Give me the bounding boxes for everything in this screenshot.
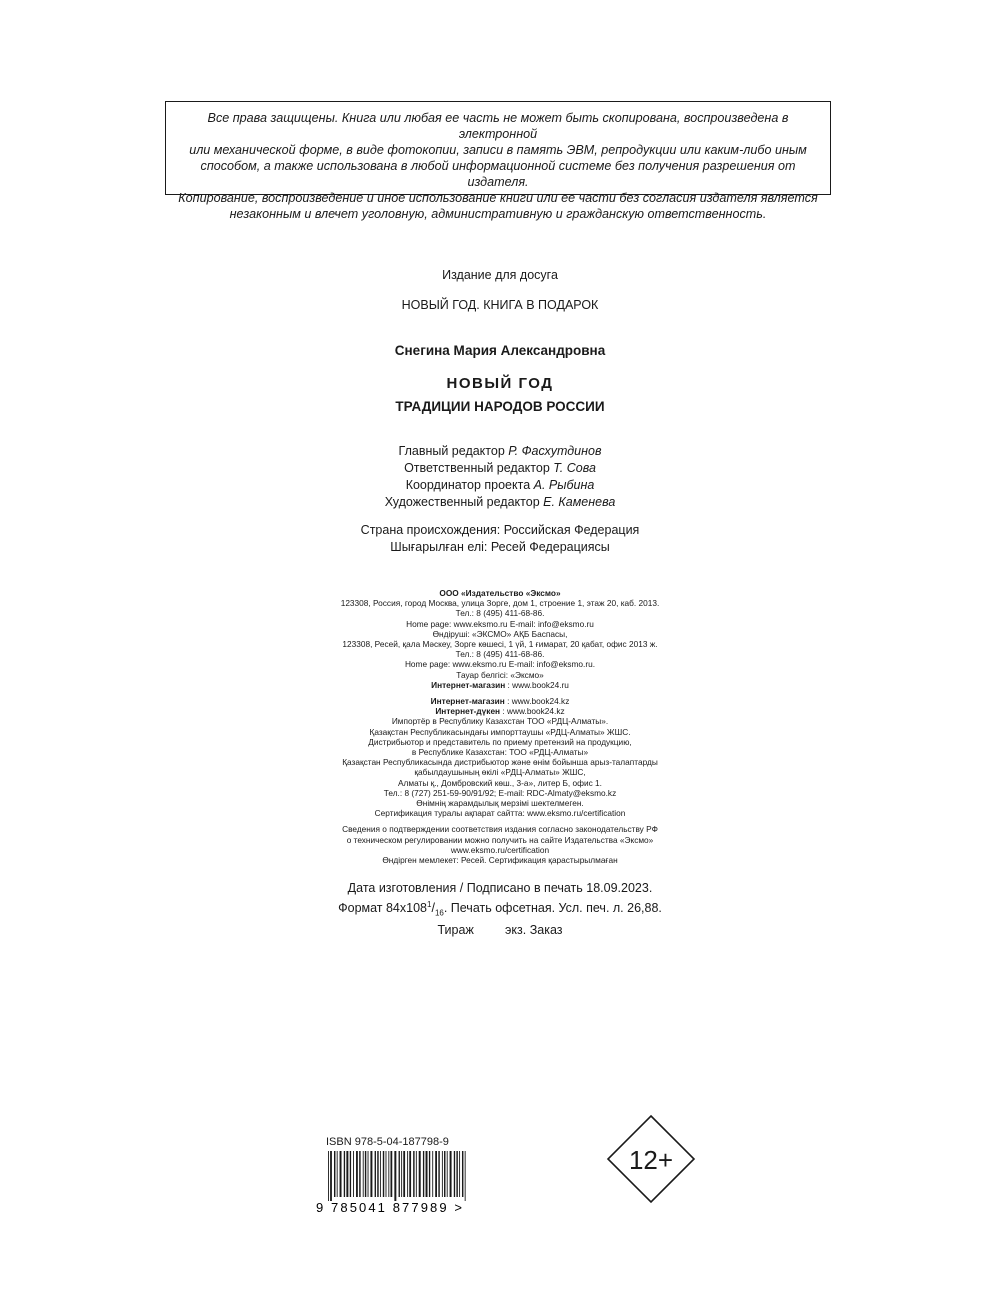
imprint-line: Тел.: 8 (495) 411-68-86.	[455, 608, 545, 619]
credit-person: Р. Фасхутдинов	[508, 444, 602, 458]
imprint-line: Алматы қ., Домбровский көш., 3-а», литер Б, офис 1.	[398, 777, 602, 788]
credit-role: Координатор проекта	[405, 478, 531, 492]
barcode-bar	[409, 1151, 411, 1197]
barcode-bar	[370, 1151, 372, 1197]
barcode-bar	[407, 1151, 408, 1197]
edition-genre: Издание для досуга	[442, 268, 558, 282]
format-denominator: 16	[434, 908, 444, 918]
barcode-bar	[399, 1151, 400, 1197]
barcode-bar	[454, 1151, 455, 1197]
imprint-line: Home page: www.eksmo.ru E-mail: info@eksmo.ru.	[404, 659, 596, 670]
print-date: Дата изготовления / Подписано в печать 18.09.2023.	[347, 881, 653, 895]
imprint-line: Тел.: 8 (727) 251-59-90/91/92; E-mail: RDC-Almaty@eksmo.kz	[383, 787, 617, 798]
imprint-line: в Республике Казахстан: ТОО «РДЦ-Алматы»	[411, 747, 589, 758]
barcode-bar	[401, 1151, 402, 1197]
imprint-line: Сведения о подтверждении соответствия издания согласно законодательству РФ	[342, 824, 658, 835]
shop-url: : www.book24.ru	[505, 679, 569, 690]
barcode-bar	[383, 1151, 384, 1197]
barcode-bar	[390, 1151, 392, 1197]
credit-line	[0, 460, 1000, 477]
barcode-bar	[419, 1151, 421, 1197]
book-title: НОВЫЙ ГОД	[446, 375, 554, 392]
barcode-bar	[350, 1151, 351, 1197]
barcode-bars	[328, 1151, 466, 1201]
barcode-bar	[346, 1151, 348, 1197]
editorial-credits	[0, 443, 1000, 511]
shop-label: Интернет-магазин	[431, 679, 506, 690]
copyright-notice	[165, 101, 831, 221]
imprint-line: о техническом регулировании можно получить на сайте Издательства «Эксмо»	[346, 834, 654, 845]
barcode-digits: 9 785041 877989 >	[316, 1200, 462, 1214]
barcode-bar	[462, 1151, 463, 1197]
barcode-bar	[380, 1151, 381, 1197]
series-name: НОВЫЙ ГОД. КНИГА В ПОДАРОК	[401, 298, 599, 312]
origin-ru: Страна происхождения: Российская Федерация	[360, 523, 640, 537]
barcode-bar	[344, 1151, 345, 1197]
barcode-bar	[442, 1151, 443, 1197]
notice-line: незаконным и влечет уголовную, административную и гражданскую ответственность.	[229, 207, 767, 221]
barcode-bar	[465, 1151, 466, 1201]
book-subtitle: ТРАДИЦИИ НАРОДОВ РОССИИ	[395, 399, 605, 414]
shop-url: : www.book24.kz	[500, 706, 565, 717]
notice-line: Копирование, воспроизведение и иное использование книги или ее части без согласия издателя является	[178, 191, 818, 205]
credit-role: Ответственный редактор	[404, 461, 550, 475]
imprint-line: Home page: www.eksmo.ru E-mail: info@eksmo.ru	[406, 618, 594, 629]
format-numerator: 1	[427, 899, 432, 909]
barcode-bar	[359, 1151, 360, 1197]
imprint-line: Қазақстан Республикасындағы импорттаушы «РДЦ-Алматы» ЖШС.	[369, 726, 631, 737]
age-rating-text: 12+	[628, 1145, 674, 1175]
imprint-line: Дистрибьютор и представитель по приему претензий на продукцию,	[368, 736, 632, 747]
isbn-label: ISBN 978-5-04-187798-9	[326, 1136, 449, 1148]
barcode-bar	[435, 1151, 437, 1197]
barcode-bar	[438, 1151, 439, 1197]
barcode-bar	[337, 1151, 338, 1197]
barcode-bar	[459, 1151, 460, 1197]
imprint-line	[0, 696, 1000, 706]
imprint-line: Импортёр в Республику Казахстан ТОО «РДЦ-Алматы».	[391, 716, 609, 727]
shop-url: : www.book24.kz	[504, 696, 570, 707]
imprint-line: Өнімнің жарамдылық мерзімі шектелмеген.	[416, 798, 584, 809]
barcode-bar	[340, 1151, 342, 1197]
imprint-line: Қазақстан Республикасында дистрибьютор және өнім бойынша арыз-талаптарды	[342, 757, 658, 768]
barcode-bar	[403, 1151, 405, 1197]
print-run: Тираж экз. Заказ	[437, 922, 563, 937]
credit-person: А. Рыбина	[533, 478, 595, 492]
format-slash: /	[431, 900, 435, 915]
barcode-bar	[447, 1151, 448, 1197]
notice-line: способом, а также использована в любой информационной системе без получения разрешения от издателя.	[200, 159, 796, 189]
notice-line: или механической форме, в виде фотокопии, записи в память ЭВМ, репродукции или каким-либо иным	[189, 143, 807, 157]
credit-person: Е. Каменева	[543, 495, 616, 509]
imprint-line: Тауар белгісі: «Эксмо»	[456, 669, 544, 680]
imprint-line: 123308, Россия, город Москва, улица Зорге, дом 1, строение 1, этаж 20, каб. 2013.	[340, 598, 660, 609]
shop-label: Интернет-дүкен	[435, 706, 501, 717]
barcode-bar	[375, 1151, 376, 1197]
barcode-bar	[365, 1151, 366, 1197]
imprint-line: Өндіруші: «ЭКСМО» АҚБ Баспасы,	[432, 628, 568, 639]
notice-line: Все права защищены. Книга или любая ее часть не может быть скопирована, воспроизведена в электронной	[207, 111, 789, 141]
barcode-bar	[432, 1151, 433, 1197]
barcode-bar	[413, 1151, 414, 1197]
barcode-bar	[330, 1151, 332, 1201]
barcode-bar	[429, 1151, 430, 1197]
imprint-line: 123308, Ресей, қала Мәскеу, Зорге көшесі, 1 үй, 1 ғимарат, 20 қабат, офис 2013 ж.	[342, 639, 658, 650]
credit-line	[0, 477, 1000, 494]
barcode-bar	[456, 1151, 457, 1197]
barcode-bar	[444, 1151, 445, 1197]
barcode-bar	[356, 1151, 358, 1197]
isbn-barcode	[316, 1151, 476, 1214]
format-prefix: Формат 84x108	[338, 900, 427, 915]
origin-kz: Шығарылған елі: Ресей Федерациясы	[390, 540, 610, 554]
barcode-bar	[363, 1151, 364, 1197]
barcode-bar	[423, 1151, 424, 1197]
credit-person: Т. Сова	[553, 461, 596, 475]
imprint-line: қабылдаушының өкілі «РДЦ-Алматы» ЖШС,	[414, 767, 586, 778]
credit-line	[0, 494, 1000, 511]
barcode-bar	[353, 1151, 354, 1197]
barcode-bar	[334, 1151, 335, 1197]
credit-role: Главный редактор	[398, 444, 505, 458]
shop-label: Интернет-магазин	[430, 696, 505, 707]
imprint-line: www.eksmo.ru/certification	[450, 844, 550, 855]
imprint-line: Сертификация туралы ақпарат сайтта: www.eksmo.ru/certification	[374, 808, 626, 819]
imprint-line	[0, 680, 1000, 690]
barcode-bar	[328, 1151, 329, 1201]
imprint-line: Өндірген мемлекет: Ресей. Сертификация қарастырылмаған	[382, 855, 618, 866]
author-name: Снегина Мария Александровна	[394, 343, 606, 358]
publisher-name: ООО «Издательство «Эксмо»	[439, 588, 561, 598]
barcode-bar	[377, 1151, 378, 1197]
credit-line	[0, 443, 1000, 460]
barcode-bar	[388, 1151, 389, 1197]
print-output-info	[0, 880, 1000, 938]
barcode-bar	[450, 1151, 452, 1197]
barcode-bar	[386, 1151, 387, 1197]
barcode-bar	[368, 1151, 369, 1197]
imprint-line	[0, 706, 1000, 716]
country-of-origin	[0, 522, 1000, 556]
barcode-bar	[394, 1151, 396, 1201]
imprint-line: Тел.: 8 (495) 411-68-86.	[455, 649, 545, 660]
barcode-bar	[426, 1151, 428, 1197]
format-suffix: . Печать офсетная. Усл. печ. л. 26,88.	[443, 900, 662, 915]
barcode-bar	[416, 1151, 417, 1197]
publisher-imprint	[0, 588, 1000, 865]
age-rating-badge	[606, 1114, 696, 1204]
credit-role: Художественный редактор	[384, 495, 540, 509]
print-format	[0, 897, 1000, 922]
